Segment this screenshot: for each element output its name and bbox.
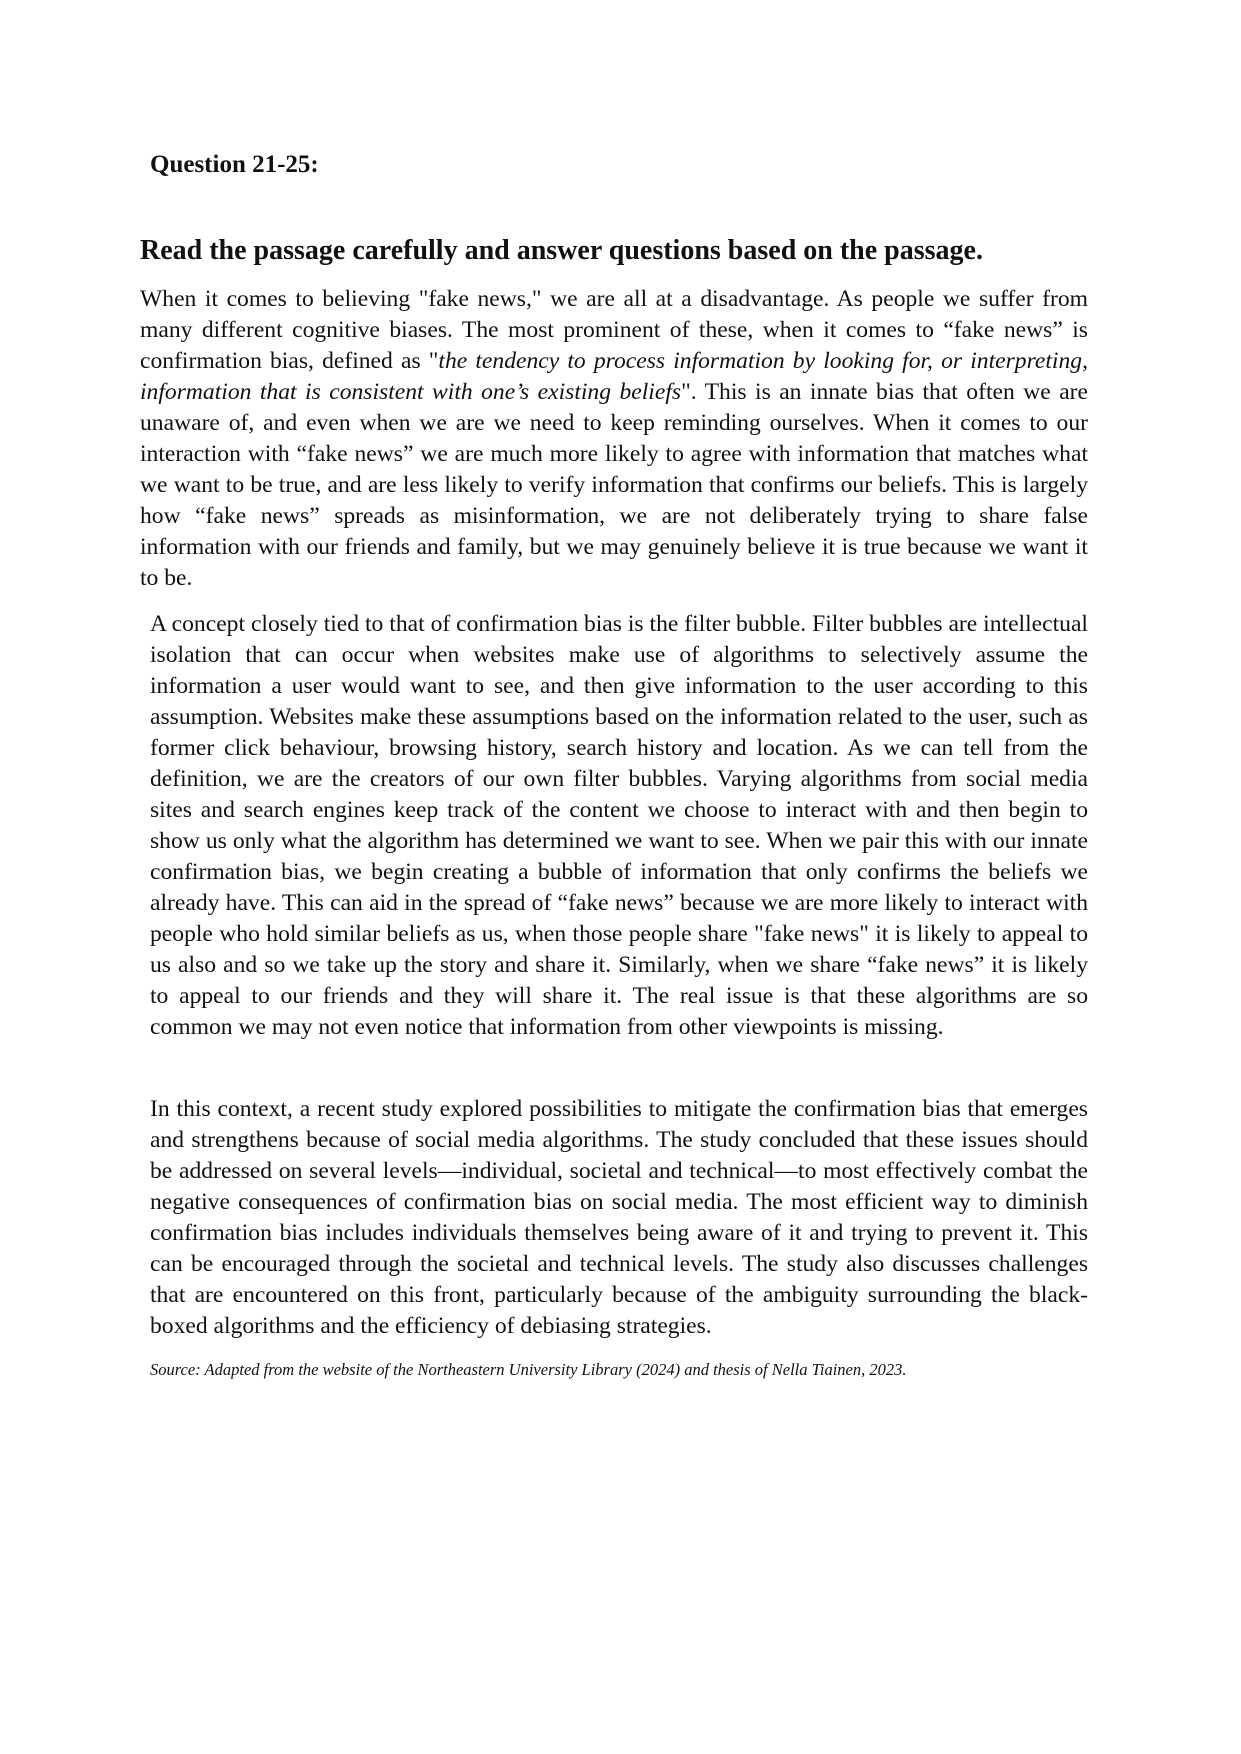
passage-paragraph-1 — [140, 284, 1088, 594]
paragraph-1-text-b: ". This is an innate bias that often we are unaware of, and even when we are we need to keep reminding ourselves. When it comes to our interaction with “fake news” we are much more likely to agree with information that matches what we want to be true, and are less likely to verify information that confirms our beliefs. This is largely how “fake news” spreads as misinformation, we are not deliberately trying to share false information with our friends and family, but we may genuinely believe it is true because we want it to be. — [140, 379, 1088, 591]
paragraph-1-text-a: When it comes to believing "fake news," we are all at a disadvantage. As people we suffer from many different cognitive biases. The most prominent of these, when it comes to “fake news” is confirmation bias, defined as " — [140, 286, 1088, 374]
question-heading: Question 21-25: — [150, 151, 319, 178]
definition-italic: the tendency to process information by looking for, or interpreting, information that is consistent with one’s existing beliefs — [140, 348, 1088, 405]
source-citation: Source: Adapted from the website of the Northeastern University Library (2024) and thesis of Nella Tiainen, 2023. — [150, 1360, 907, 1379]
instruction-heading: Read the passage carefully and answer questions based on the passage. — [140, 235, 983, 266]
passage-paragraph-3: In this context, a recent study explored possibilities to mitigate the confirmation bias that emerges and strengthens because of social media algorithms. The study concluded that these issues should be addressed on several levels—individual, societal and technical—to most effectively combat the negative consequences of confirmation bias on social media. The most efficient way to diminish confirmation bias includes individuals themselves being aware of it and trying to prevent it. This can be encouraged through the societal and technical levels. The study also discusses challenges that are encountered on this front, particularly because of the ambiguity surrounding the black-boxed algorithms and the efficiency of debiasing strategies. — [150, 1096, 1088, 1339]
passage-paragraph-2: A concept closely tied to that of confirmation bias is the filter bubble. Filter bubbles are intellectual isolation that can occur when websites make use of algorithms to selectively assume the information a user would want to see, and then give information to the user according to this assumption. Websites make these assumptions based on the information related to the user, such as former click behaviour, browsing history, search history and location. As we can tell from the definition, we are the creators of our own filter bubbles. Varying algorithms from social media sites and search engines keep track of the content we choose to interact with and then begin to show us only what the algorithm has determined we want to see. When we pair this with our innate confirmation bias, we begin creating a bubble of information that only confirms the beliefs we already have. This can aid in the spread of “fake news” because we are more likely to interact with people who hold similar beliefs as us, when those people share "fake news" it is likely to appeal to us also and so we take up the story and share it. Similarly, when we share “fake news” it is likely to appeal to our friends and they will share it. The real issue is that these algorithms are so common we may not even notice that information from other viewpoints is missing. — [150, 611, 1088, 1040]
